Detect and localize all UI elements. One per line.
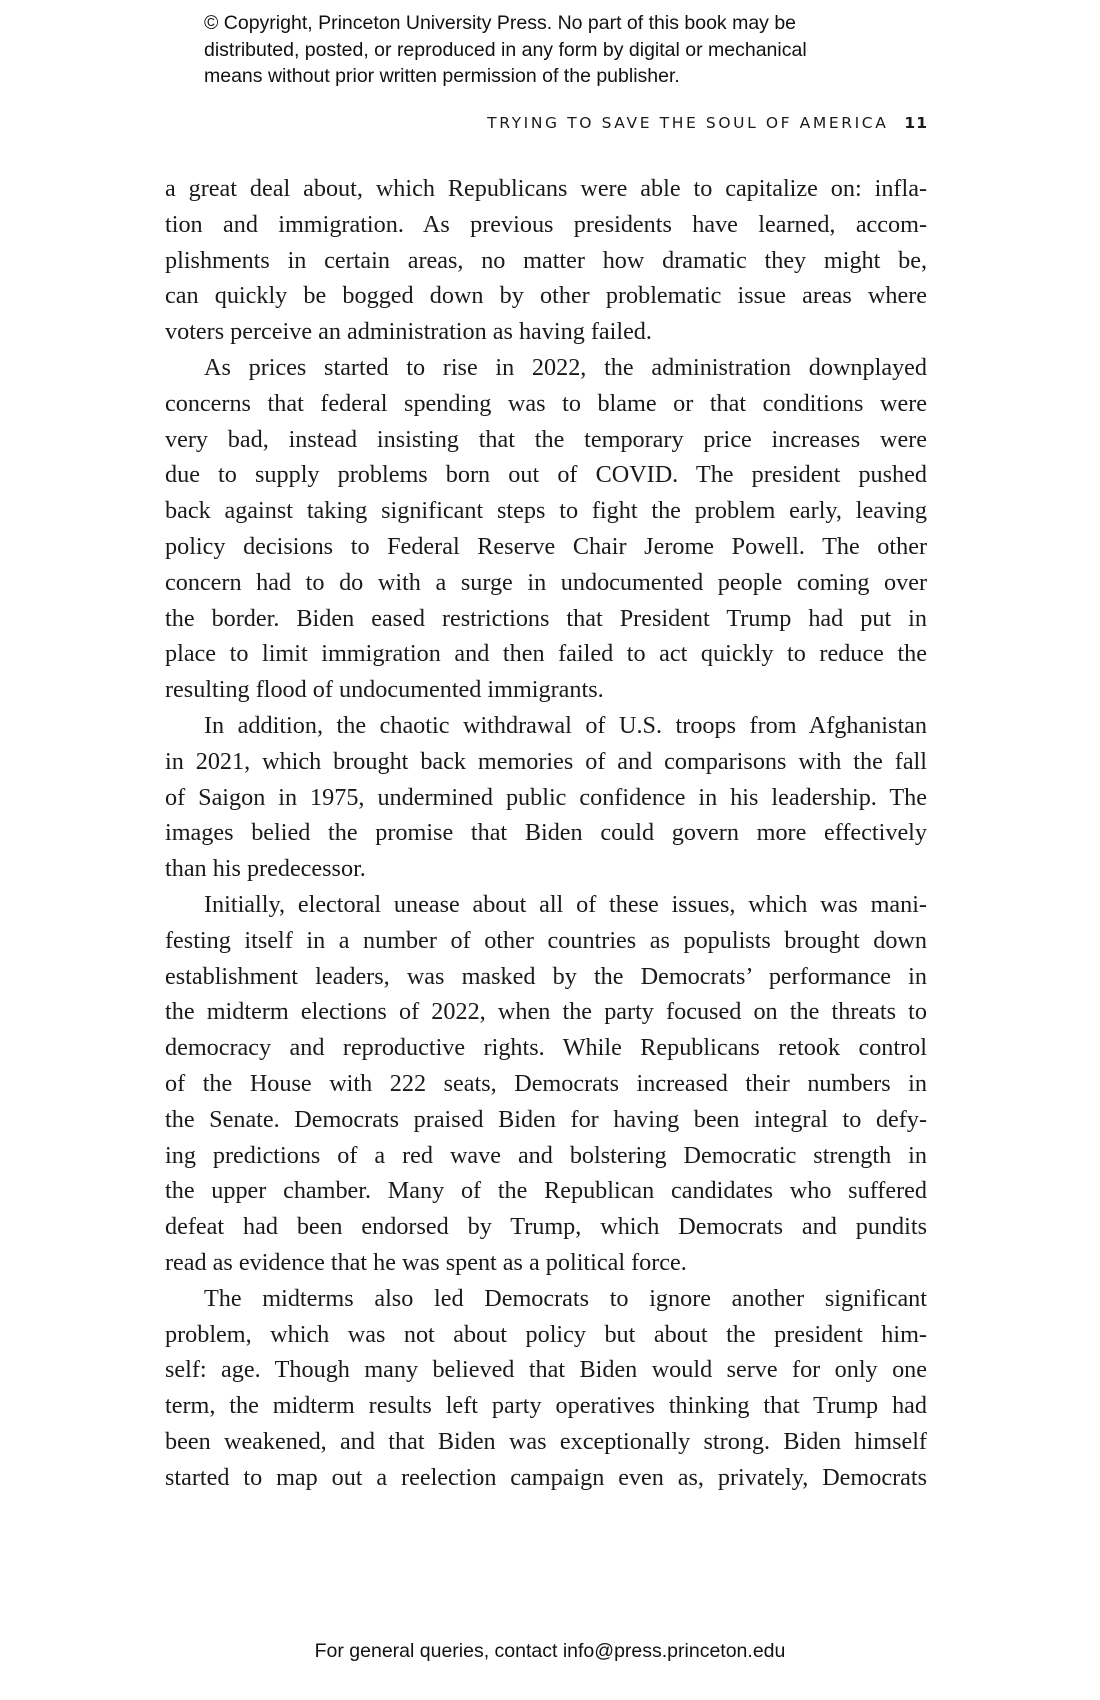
text-line: The midterms also led Democrats to ignore another significant xyxy=(204,1284,927,1312)
copyright-line: means without prior written permission of the publisher. xyxy=(204,65,680,87)
footer-contact xyxy=(0,1640,1100,1663)
text-line: of the House with 222 seats, Democrats increased their numbers in xyxy=(165,1069,927,1097)
text-line: than his predecessor. xyxy=(165,855,366,883)
text-line: been weakened, and that Biden was exceptionally strong. Biden himself xyxy=(165,1427,927,1455)
paragraph xyxy=(165,1281,927,1496)
text-line: a great deal about, which Republicans were able to capitalize on: infla- xyxy=(165,175,927,202)
running-head-title: TRYING TO SAVE THE SOUL OF AMERICA xyxy=(487,114,889,132)
text-line: the midterm elections of 2022, when the party focused on the threats to xyxy=(165,998,927,1026)
text-line: in 2021, which brought back memories of and comparisons with the fall xyxy=(165,747,927,775)
text-line: the Senate. Democrats praised Biden for having been integral to defy- xyxy=(165,1105,927,1133)
text-line: concern had to do with a surge in undocumented people coming over xyxy=(165,568,927,596)
text-line: democracy and reproductive rights. While Republicans retook control xyxy=(165,1034,927,1062)
text-line: tion and immigration. As previous presidents have learned, accom- xyxy=(165,210,927,238)
text-line: the border. Biden eased restrictions that President Trump had put in xyxy=(165,604,927,632)
text-line: images belied the promise that Biden could govern more effectively xyxy=(165,819,927,847)
text-line: ing predictions of a red wave and bolstering Democratic strength in xyxy=(165,1141,927,1169)
text-line: voters perceive an administration as having failed. xyxy=(165,318,652,346)
copyright-notice xyxy=(204,10,924,90)
text-line: policy decisions to Federal Reserve Chair Jerome Powell. The other xyxy=(165,532,927,560)
footer-text: For general queries, contact info@press.princeton.edu xyxy=(314,1640,786,1662)
text-line: problem, which was not about policy but about the president him- xyxy=(165,1320,927,1348)
text-line: As prices started to rise in 2022, the administration downplayed xyxy=(204,353,927,381)
text-line: very bad, instead insisting that the temporary price increases were xyxy=(165,425,927,453)
text-line: self: age. Though many believed that Biden would serve for only one xyxy=(165,1356,927,1384)
copyright-line: © Copyright, Princeton University Press. No part of this book may be xyxy=(204,12,797,34)
text-line: festing itself in a number of other countries as populists brought down xyxy=(165,926,927,954)
running-head xyxy=(487,114,928,132)
copyright-line: distributed, posted, or reproduced in any form by digital or mechanical xyxy=(204,38,807,61)
text-line: due to supply problems born out of COVID. The president pushed xyxy=(165,461,927,489)
text-line: can quickly be bogged down by other problematic issue areas where xyxy=(165,282,927,310)
text-line: back against taking significant steps to fight the problem early, leaving xyxy=(165,497,927,525)
text-line: term, the midterm results left party operatives thinking that Trump had xyxy=(165,1392,927,1420)
paragraph xyxy=(165,708,927,887)
page-number: 11 xyxy=(904,114,928,132)
paragraph xyxy=(165,171,927,350)
text-line: plishments in certain areas, no matter how dramatic they might be, xyxy=(165,246,927,274)
text-line: concerns that federal spending was to blame or that conditions were xyxy=(165,389,927,417)
text-line: read as evidence that he was spent as a political force. xyxy=(165,1248,687,1276)
paragraph xyxy=(165,350,927,708)
text-line: the upper chamber. Many of the Republican candidates who suffered xyxy=(165,1177,927,1205)
text-line: In addition, the chaotic withdrawal of U.S. troops from Afghanistan xyxy=(204,711,927,739)
paragraph xyxy=(165,887,927,1281)
text-line: defeat had been endorsed by Trump, which Democrats and pundits xyxy=(165,1213,927,1241)
text-line: of Saigon in 1975, undermined public confidence in his leadership. The xyxy=(165,783,927,811)
text-line: resulting flood of undocumented immigrants. xyxy=(165,676,604,704)
body-text xyxy=(165,171,927,1495)
text-line: place to limit immigration and then failed to act quickly to reduce the xyxy=(165,640,927,668)
text-line: started to map out a reelection campaign even as, privately, Democrats xyxy=(165,1463,927,1491)
text-line: establishment leaders, was masked by the Democrats’ performance in xyxy=(165,962,927,990)
text-line: Initially, electoral unease about all of these issues, which was mani- xyxy=(204,890,927,918)
